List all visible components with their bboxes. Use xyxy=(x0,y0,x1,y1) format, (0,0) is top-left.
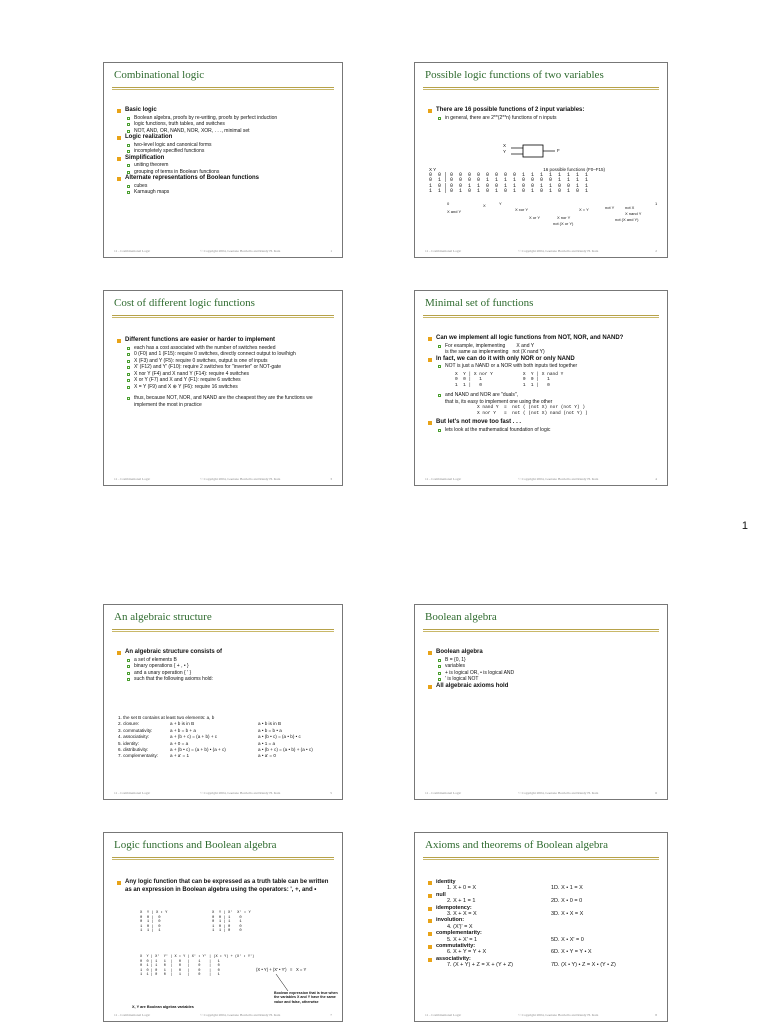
bullet: Any logic function that can be expressed as a truth table can be written as an expression in Boolean algebra using the operators: ', +, and • xyxy=(116,879,332,894)
sub-bullet: binary operations { + , • } xyxy=(116,663,332,670)
sub-bullet: two-level logic and canonical forms xyxy=(116,142,332,149)
axiom-name: 5. identity: xyxy=(118,740,139,746)
bullet: identity xyxy=(427,879,661,885)
slide-title: Combinational logic xyxy=(114,69,205,81)
table-header-inputs: X Y xyxy=(429,167,437,172)
function-label: not Y xyxy=(605,205,615,210)
slide-3 xyxy=(103,290,343,486)
function-label: X xyxy=(483,203,486,208)
bullet: involution: xyxy=(427,917,661,923)
sub-bullet: and a unary operation { ' } xyxy=(116,670,332,677)
bullet: complementarity: xyxy=(427,930,661,936)
axiom-right: a • b = b • a xyxy=(258,727,282,733)
title-rule xyxy=(423,859,659,860)
nand-table: X Y | X nand Y 0 0 | 1 1 1 | 0 xyxy=(522,371,564,388)
slide-footer xyxy=(425,249,657,253)
truth-row: 0 1 | 0 0 0 0 1 1 1 1 0 0 0 0 1 1 1 1 xyxy=(429,177,589,183)
slide-title: Axioms and theorems of Boolean algebra xyxy=(425,839,608,851)
axiom: 7. (X + Y) + Z = X + (Y + Z) xyxy=(447,962,513,969)
pointer-arrow-icon xyxy=(274,973,304,993)
axiom-name: 4. associativity: xyxy=(118,734,150,740)
axiom-right: a • b is in B xyxy=(258,721,282,727)
truth-table xyxy=(429,167,665,195)
axiom-dual: 7D. (X • Y) • Z = X • (Y • Z) xyxy=(551,962,616,969)
sub-bullet: ' is logical NOT xyxy=(427,676,657,683)
page-number: 1 xyxy=(741,520,748,532)
note-variables: X, Y are Boolean algebra variables xyxy=(132,1005,194,1009)
sub-bullet: Boolean algebra, proofs by re-writing, proofs by perfect induction xyxy=(116,115,332,122)
footer-course: 11 - Combinational Logic xyxy=(114,249,151,253)
sub-bullet: logic functions, truth tables, and switches xyxy=(116,121,332,128)
title-rule xyxy=(112,89,334,90)
title-rule xyxy=(423,629,659,630)
slide-title: Boolean algebra xyxy=(425,611,497,623)
sub-bullet: grouping of terms in Boolean functions xyxy=(116,169,332,176)
footer-slide-number: 8 xyxy=(655,1013,657,1017)
footer-copyright: © Copyright 2004, Gaetano Borriello and Randy H. Katz xyxy=(200,791,281,795)
function-label: 1 xyxy=(655,201,658,206)
footer-copyright: © Copyright 2004, Gaetano Borriello and Randy H. Katz xyxy=(518,791,599,795)
axiom-name: 2. closure: xyxy=(118,721,140,727)
function-label: not (X and Y) xyxy=(615,217,639,222)
axiom-group xyxy=(427,905,661,918)
bullet: In fact, we can do it with only NOR or only NAND xyxy=(427,356,657,364)
function-labels xyxy=(429,201,665,233)
title-rule xyxy=(112,315,334,316)
function-label: not (X or Y) xyxy=(553,221,574,226)
sub-bullet: NOT, AND, OR, NAND, NOR, XOR, . . ., minimal set xyxy=(116,128,332,135)
title-rule xyxy=(423,857,659,858)
footer-copyright: © Copyright 2004, Gaetano Borriello and Randy H. Katz xyxy=(518,1013,599,1017)
axiom-dual: 5D. X • X' = 0 xyxy=(551,936,584,943)
sub-bullet: X or Y (F7) and X and Y (F1): require 6 switches xyxy=(116,377,332,384)
slide-1 xyxy=(103,62,343,258)
footer-copyright: © Copyright 2004, Gaetano Borriello and Randy H. Katz xyxy=(200,477,281,481)
axiom-name: 6. distributivity: xyxy=(118,746,149,752)
sub-bullet: variables xyxy=(427,663,657,670)
nor-table: X Y | X nor Y 0 0 | 1 1 1 | 0 xyxy=(455,371,493,388)
title-rule xyxy=(112,87,334,88)
function-label: 0 xyxy=(447,201,450,206)
bullet: Boolean algebra xyxy=(427,649,657,657)
slide-5 xyxy=(103,604,343,800)
title-rule xyxy=(112,859,334,860)
bullet: Alternate representations of Boolean functions xyxy=(116,175,332,183)
boolean-expression: (X • Y) + (X' • Y') ≡ X = Y xyxy=(256,967,307,972)
footer-slide-number: 5 xyxy=(330,791,332,795)
axiom-dual: 3D. X • X = X xyxy=(551,911,584,918)
axiom: 2. X + 1 = 1 xyxy=(447,898,476,905)
axiom-group xyxy=(427,956,661,969)
slide-title: An algebraic structure xyxy=(114,611,212,623)
footer-slide-number: 4 xyxy=(655,477,657,481)
title-rule xyxy=(112,631,334,632)
sub-bullet: X' (F12) and Y' (F10): require 2 switches for "inverter" or NOT-gate xyxy=(116,364,332,371)
title-rule xyxy=(423,631,659,632)
axiom-left: a + a' = 1 xyxy=(170,753,190,759)
bullet: Logic realization xyxy=(116,134,332,142)
title-rule xyxy=(423,87,659,88)
axiom-right: a • (b • c) = (a • b) • c xyxy=(258,734,301,740)
slide-title: Possible logic functions of two variables xyxy=(425,69,604,81)
footer-course: 11 - Combinational Logic xyxy=(425,477,462,481)
slide-footer xyxy=(114,791,332,795)
axiom-group xyxy=(427,943,661,956)
sub-bullet: a set of elements B xyxy=(116,657,332,664)
axiom-dual: 1D. X • 1 = X xyxy=(551,885,583,892)
gate-output: F xyxy=(557,148,560,153)
axiom-right: a • a' = 0 xyxy=(258,753,276,759)
function-label: X or Y xyxy=(529,215,541,220)
axiom-left: a + (b + c) = (a + b) + c xyxy=(170,734,218,740)
axiom: 4. (X')' = X xyxy=(447,923,473,930)
axiom-group xyxy=(427,879,661,892)
axiom-group xyxy=(427,917,661,930)
slide-4 xyxy=(414,290,668,486)
bullet: idempotency: xyxy=(427,905,661,911)
slide-title: Logic functions and Boolean algebra xyxy=(114,839,277,851)
function-label: X xor Y xyxy=(515,207,529,212)
sub-bullet: uniting theorem xyxy=(116,162,332,169)
axiom-dual: 6D. X • Y = Y • X xyxy=(551,949,592,956)
footer-course: 11 - Combinational Logic xyxy=(114,477,151,481)
bullet: But let's not move too fast . . . xyxy=(427,419,657,427)
bullet: commutativity: xyxy=(427,943,661,949)
axiom-dual: 2D. X • 0 = 0 xyxy=(551,898,583,905)
title-rule xyxy=(112,317,334,318)
slide-7 xyxy=(103,832,343,1022)
bullet: Can we implement all logic functions from NOT, NOR, and NAND? xyxy=(427,335,657,343)
axiom-left: a + b is in B xyxy=(170,721,195,727)
bullet: Different functions are easier or harder to implement xyxy=(116,337,332,345)
footer-copyright: © Copyright 2004, Gaetano Borriello and Randy H. Katz xyxy=(200,249,281,253)
function-label: not X xyxy=(625,205,635,210)
slide-title: Cost of different logic functions xyxy=(114,297,255,309)
sub-bullet: + is logical OR, • is logical AND xyxy=(427,670,657,677)
slide-footer xyxy=(114,249,332,253)
title-rule xyxy=(423,89,659,90)
sub-bullet: cubes xyxy=(116,183,332,190)
sub-bullet: and NAND and NOR are "duals", that is, its easy to implement one using the other xyxy=(427,392,657,405)
truth-table-not-and: X Y | X' X' • Y 0 0 | 1 0 0 1 | 1 1 1 0 | 0 0 1 1 | 0 0 xyxy=(212,911,251,934)
footer-course: 11 - Combinational Logic xyxy=(425,1013,462,1017)
slide-2 xyxy=(414,62,668,258)
footer-slide-number: 3 xyxy=(330,477,332,481)
sub-bullet: thus, because NOT, NOR, and NAND are the cheapest they are the functions we implement the most in practice xyxy=(116,395,332,408)
bullet: Basic logic xyxy=(116,107,332,115)
footer-slide-number: 7 xyxy=(330,1013,332,1017)
bullet: associativity: xyxy=(427,956,661,962)
axiom: 3. X + X = X xyxy=(447,911,477,918)
footer-copyright: © Copyright 2004, Gaetano Borriello and Randy H. Katz xyxy=(518,477,599,481)
axiom: 1. X + 0 = X xyxy=(447,885,477,892)
axiom-name: 1. the set B contains at least two elements: a, b xyxy=(118,715,215,720)
sub-bullet: such that the following axioms hold: xyxy=(116,676,332,683)
slide-footer xyxy=(425,477,657,481)
bullet: There are 16 possible functions of 2 input variables: xyxy=(427,107,657,115)
function-label: Y xyxy=(499,201,502,206)
sub-bullet: each has a cost associated with the number of switches needed xyxy=(116,345,332,352)
axiom-left: a + (b • c) = (a + b) • (a + c) xyxy=(170,746,226,752)
sub-bullet: in general, there are 2**(2**n) functions of n inputs xyxy=(427,115,657,122)
footer-slide-number: 1 xyxy=(330,249,332,253)
slide-8 xyxy=(414,832,668,1022)
bullet: Simplification xyxy=(116,155,332,163)
axiom: 5. X + X' = 1 xyxy=(447,936,478,943)
sub-bullet: X = Y (F9) and X ⊕ Y (F6): require 16 switches xyxy=(116,384,332,391)
bullet: All algebraic axioms hold xyxy=(427,683,657,691)
truth-table-equivalence: X Y | X' Y' | X • Y | X' • Y' | (X • Y) + (X' • Y') 0 0 | 1 1 | 0 | 1 | 1 0 1 | 1 0 | 0 | 0 | 0 1 0 | 0 1 | 0 | 0 | 0 1 1 | 0 0 | 1 | 0 | 1 xyxy=(140,955,255,978)
title-rule xyxy=(423,315,659,316)
axiom-name: 7. complementarity: xyxy=(118,753,159,759)
axiom-name: 3. commutativity: xyxy=(118,727,153,733)
note-expression: Boolean expression that is true when the variables X and Y have the same value and false, otherwise xyxy=(274,991,338,1004)
bullet: An algebraic structure consists of xyxy=(116,649,332,657)
axiom-right: a • 1 = a xyxy=(258,740,276,746)
gate-diagram xyxy=(503,141,573,165)
slide-title: Minimal set of functions xyxy=(425,297,534,309)
function-label: X and Y xyxy=(447,209,462,214)
axiom-left: a + b = b + a xyxy=(170,727,196,733)
footer-copyright: © Copyright 2004, Gaetano Borriello and Randy H. Katz xyxy=(518,249,599,253)
axiom-group xyxy=(427,930,661,943)
footer-course: 11 - Combinational Logic xyxy=(425,249,462,253)
axiom-list xyxy=(118,715,338,760)
footer-slide-number: 6 xyxy=(655,791,657,795)
slide-footer xyxy=(425,791,657,795)
axiom: 6. X + Y = Y + X xyxy=(447,949,487,956)
function-label: X = Y xyxy=(579,207,589,212)
footer-copyright: © Copyright 2004, Gaetano Borriello and Randy H. Katz xyxy=(200,1013,281,1017)
gate-icon xyxy=(503,141,573,165)
title-rule xyxy=(423,317,659,318)
axiom-row xyxy=(118,753,338,759)
sub-bullet: For example, implementing X and Y is the same as implementing not (X nand Y) xyxy=(427,343,657,356)
footer-course: 11 - Combinational Logic xyxy=(425,791,462,795)
slide-footer xyxy=(114,1013,332,1017)
sub-bullet: incompletely specified functions xyxy=(116,148,332,155)
sub-bullet: Karnaugh maps xyxy=(116,189,332,196)
truth-table-and: X Y | X • Y 0 0 | 0 0 1 | 0 1 0 | 0 1 1 | 1 xyxy=(140,911,168,934)
axiom-right: a • (b + c) = (a • b) + (a • c) xyxy=(258,746,313,752)
truth-row: 0 0 | 0 0 0 0 0 0 0 0 1 1 1 1 1 1 1 1 xyxy=(429,171,589,178)
dual-expression: X nor Y ≡ not ( (not X) nand (not Y) ) xyxy=(477,410,588,416)
bullet: null xyxy=(427,892,661,898)
axiom-left: a + 0 = a xyxy=(170,740,189,746)
gate-inputs: X Y xyxy=(503,143,507,154)
sub-bullet: X (F3) and Y (F5): require 0 switches, output is one of inputs xyxy=(116,358,332,365)
truth-row: 1 1 | 0 1 0 1 0 1 0 1 0 1 0 1 0 1 0 1 xyxy=(429,188,589,194)
footer-course: 11 - Combinational Logic xyxy=(114,791,151,795)
sub-bullet: 0 (F0) and 1 (F15): require 0 switches, directly connect output to low/high xyxy=(116,351,332,358)
sub-bullet: lets look at the mathematical foundation of logic xyxy=(427,427,657,434)
function-label: X nor Y xyxy=(557,215,571,220)
sub-bullet: B = {0, 1} xyxy=(427,657,657,664)
footer-slide-number: 2 xyxy=(655,249,657,253)
function-label: X nand Y xyxy=(625,211,642,216)
dual-expression: X nand Y ≡ not ( (not X) nor (not Y) ) xyxy=(477,405,586,410)
slide-footer xyxy=(425,1013,657,1017)
title-rule xyxy=(112,857,334,858)
table-header-functions: 16 possible functions (F0–F15) xyxy=(543,167,605,172)
slide-footer xyxy=(114,477,332,481)
axiom-group xyxy=(427,892,661,905)
title-rule xyxy=(112,629,334,630)
sub-bullet: X nor Y (F4) and X nand Y (F14): require 4 switches xyxy=(116,371,332,378)
slide-6 xyxy=(414,604,668,800)
truth-row: 1 0 | 0 0 1 1 0 0 1 1 0 0 1 1 0 0 1 1 xyxy=(429,182,589,189)
footer-course: 11 - Combinational Logic xyxy=(114,1013,151,1017)
sub-bullet: NOT is just a NAND or a NOR with both inputs tied together xyxy=(427,363,657,370)
